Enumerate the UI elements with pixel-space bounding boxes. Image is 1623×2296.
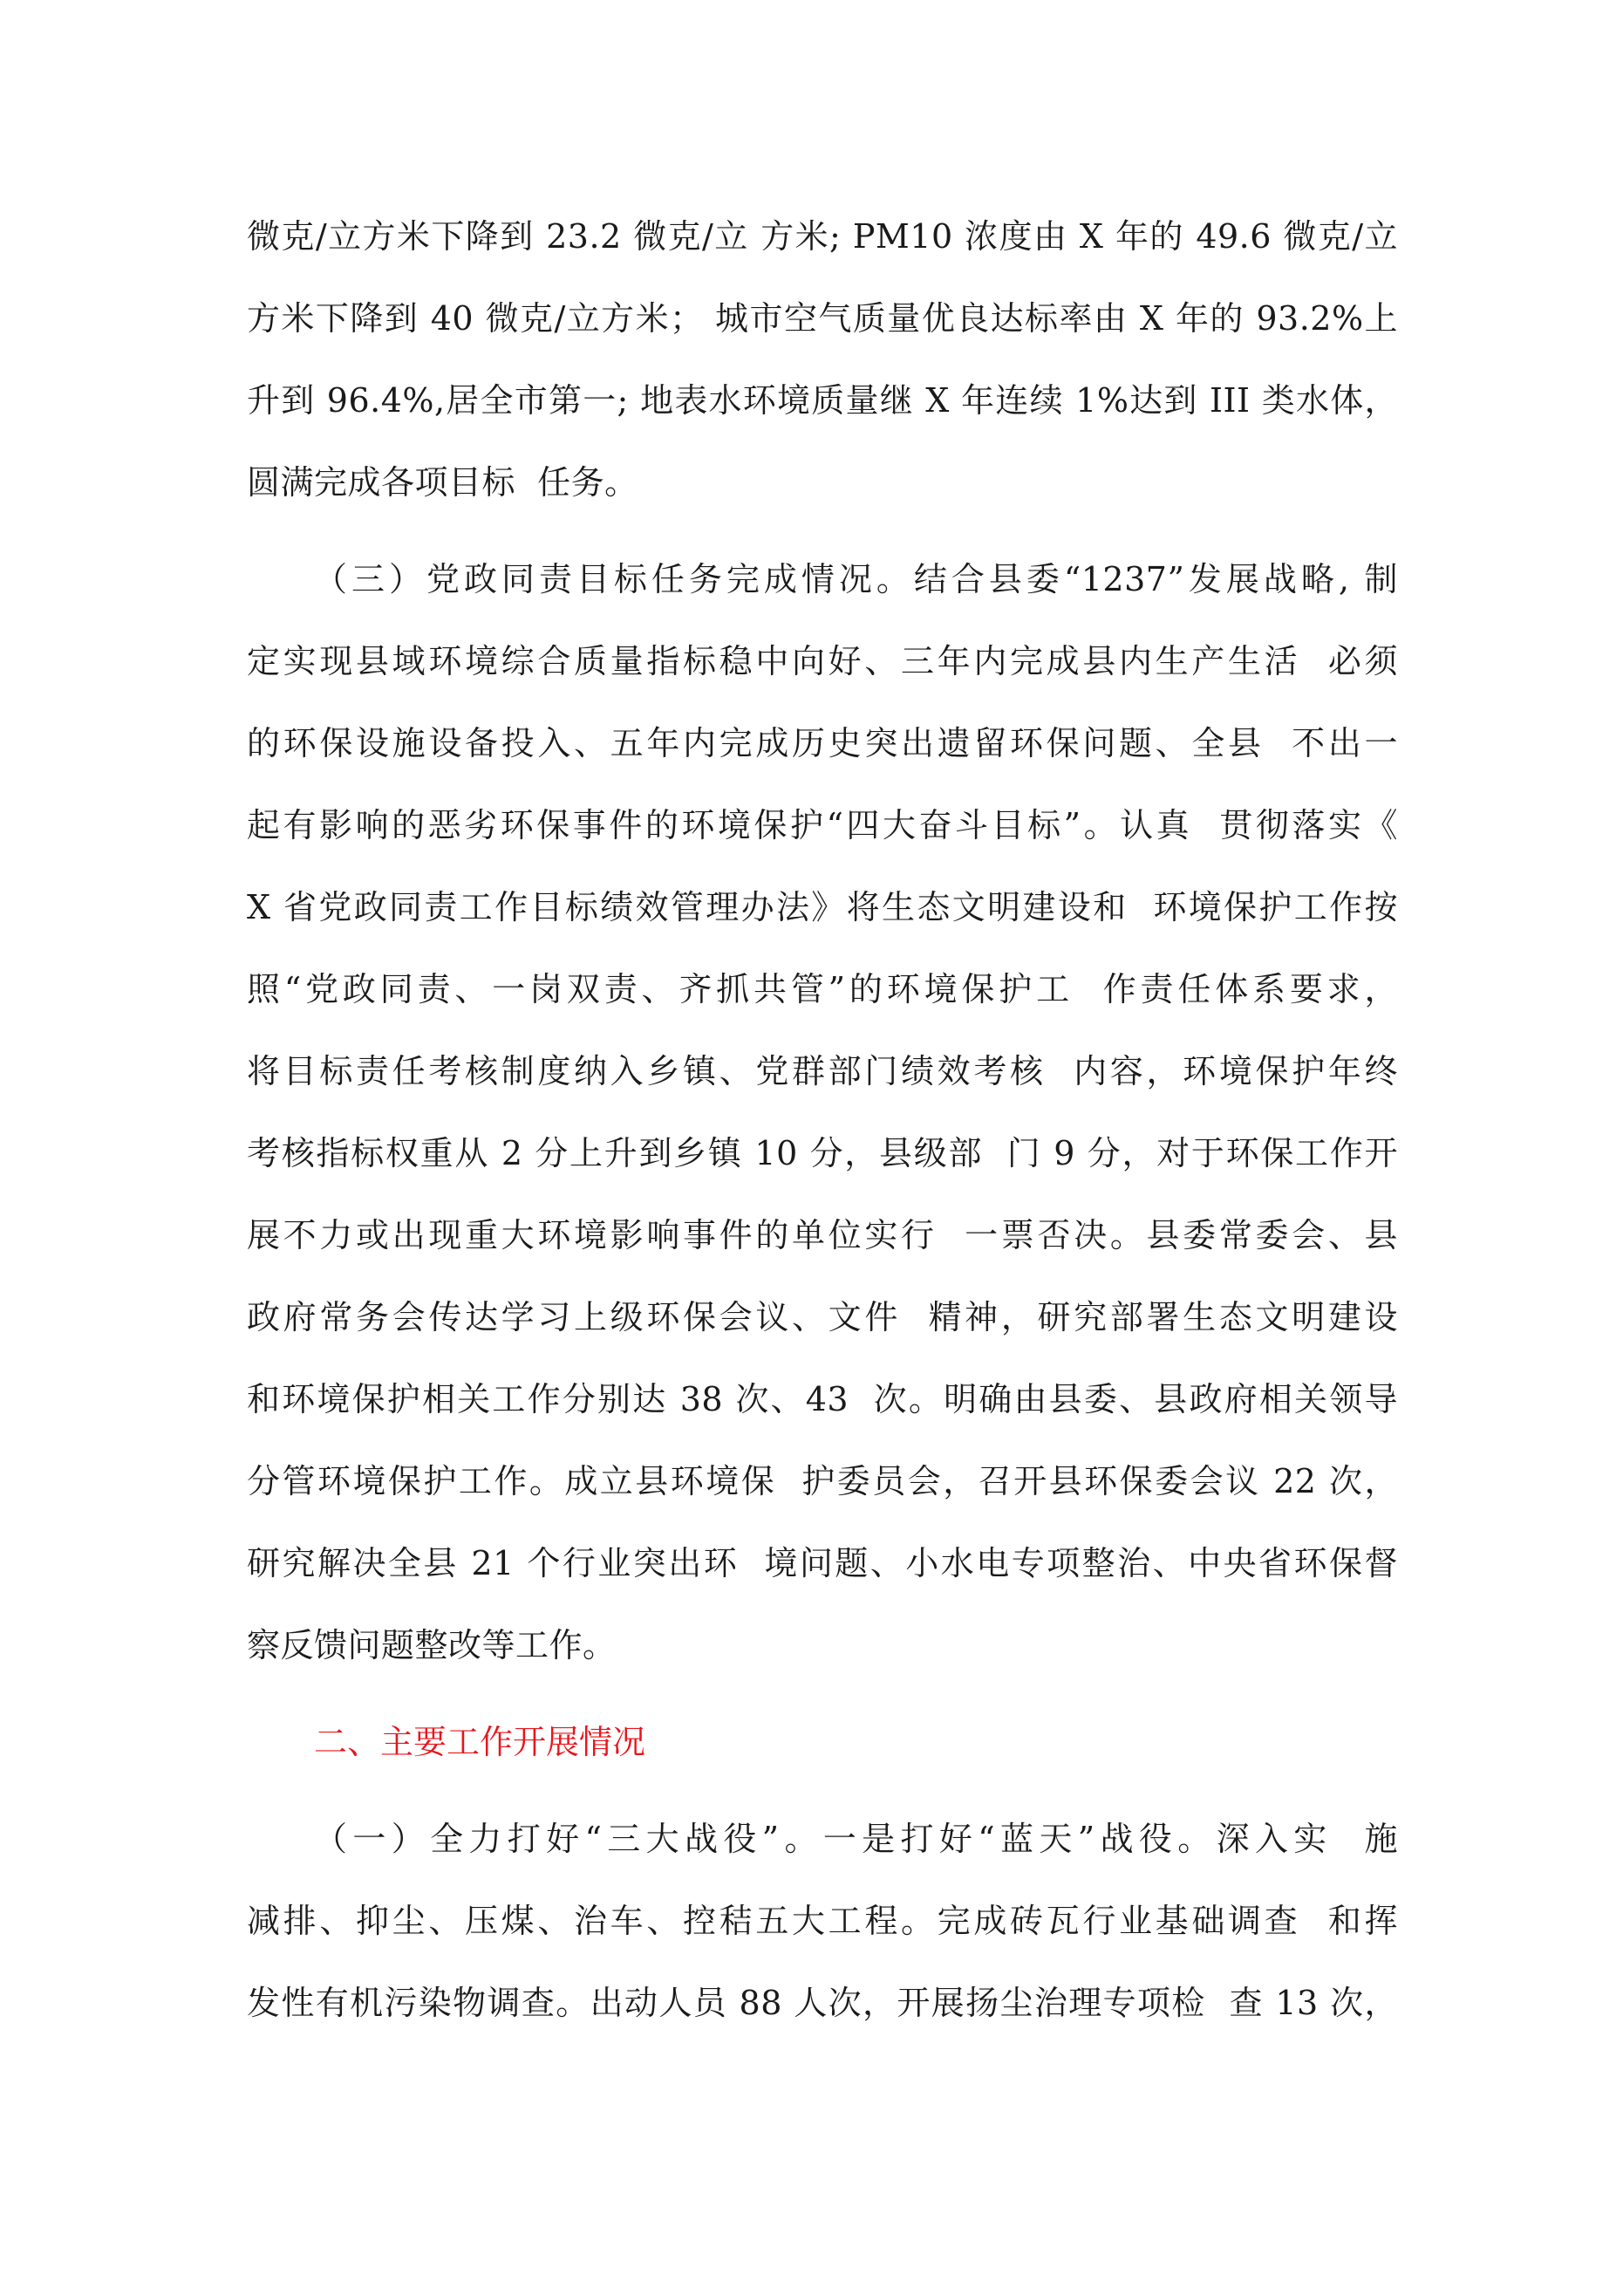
body-text-line: 减排、抑尘、压煤、治车、控秸五大工程。完成砖瓦行业基础调查 和挥 — [247, 1902, 1398, 1940]
body-text-line: 定实现县域环境综合质量指标稳中向好、三年内完成县内生产生活 必须 — [247, 642, 1398, 680]
body-text-line: 发性有机污染物调查。出动人员 88 人次，开展扬尘治理专项检 查 13 次， — [247, 1984, 1398, 2022]
body-text-line: 方米下降到 40 微克/立方米； 城市空气质量优良达标率由 X 年的 93.2%上 — [247, 299, 1398, 338]
body-text-line: 升到 96.4%,居全市第一; 地表水环境质量继 X 年连续 1%达到 III 类水体， — [247, 381, 1398, 420]
section-heading: 二、主要工作开展情况 — [314, 1723, 646, 1761]
body-text-line: 政府常务会传达学习上级环保会议、文件 精神，研究部署生态文明建设 — [247, 1298, 1398, 1336]
body-text-line: X 省党政同责工作目标绩效管理办法》将生态文明建设和 环境保护工作按 — [247, 888, 1398, 926]
body-text-line: 起有影响的恶劣环保事件的环境保护“四大奋斗目标”。认真 贯彻落实《 — [247, 806, 1398, 844]
body-text-line: 研究解决全县 21 个行业突出环 境问题、小水电专项整治、中央省环保督 — [247, 1544, 1398, 1582]
body-text-line: 圆满完成各项目标 任务。 — [247, 463, 638, 502]
body-text-line: 和环境保护相关工作分别达 38 次、43 次。明确由县委、县政府相关领导 — [247, 1380, 1398, 1418]
body-text-line: 展不力或出现重大环境影响事件的单位实行 一票否决。县委常委会、县 — [247, 1216, 1398, 1254]
body-text-line: 微克/立方米下降到 23.2 微克/立 方米; PM10 浓度由 X 年的 49.6 微克/立 — [247, 217, 1398, 256]
body-text-line: 考核指标权重从 2 分上升到乡镇 10 分，县级部 门 9 分，对于环保工作开 — [247, 1134, 1398, 1172]
body-text-line: 分管环境保护工作。成立县环境保 护委员会，召开县环保委会议 22 次， — [247, 1462, 1398, 1500]
body-text-line: 的环保设施设备投入、五年内完成历史突出遗留环保问题、全县 不出一 — [247, 724, 1398, 762]
body-text-line: （一）全力打好“三大战役”。一是打好“蓝天”战役。深入实 施 — [314, 1820, 1398, 1858]
body-text-line: 照“党政同责、一岗双责、齐抓共管”的环境保护工 作责任体系要求， — [247, 970, 1398, 1008]
body-text-line: （三）党政同责目标任务完成情况。结合县委“1237”发展战略, 制 — [314, 560, 1398, 598]
body-text-line: 将目标责任考核制度纳入乡镇、党群部门绩效考核 内容，环境保护年终 — [247, 1052, 1398, 1090]
body-text-line: 察反馈问题整改等工作。 — [247, 1626, 617, 1664]
